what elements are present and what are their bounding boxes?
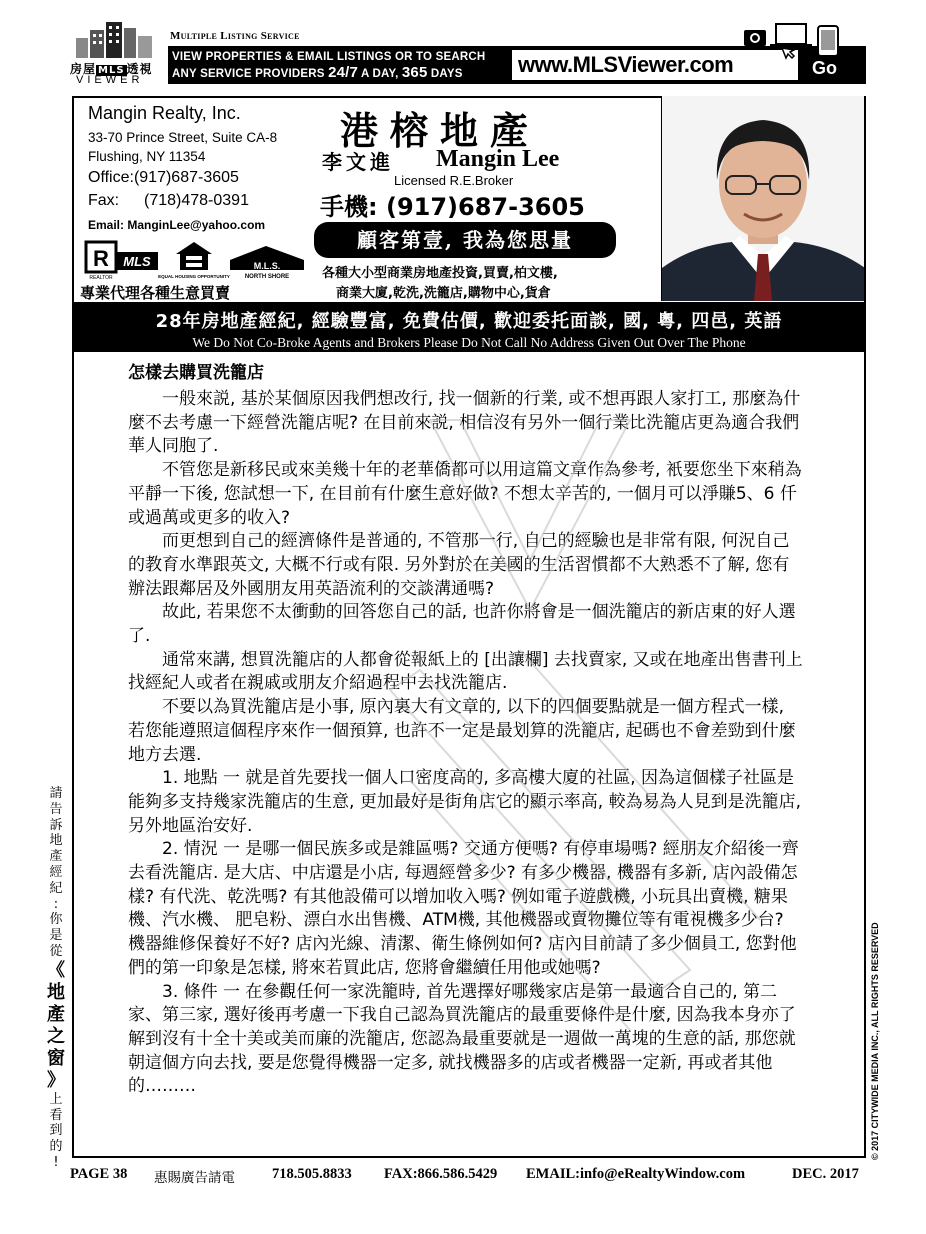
banner-slogan: VIEW PROPERTIES & EMAIL LISTINGS OR TO SEARCH ANY SERVICE PROVIDERS 24/7 A DAY, 365 DAYS (172, 51, 486, 81)
mobile-phone: 手機: (917)687-3605 (320, 193, 585, 221)
badge-ns-mls: M.L.S. (253, 261, 281, 271)
badge-equal-housing: EQUAL HOUSING OPPORTUNITY (158, 274, 230, 279)
email-address[interactable]: Email: ManginLee@yahoo.com (88, 218, 266, 232)
devices-icon (742, 22, 846, 62)
badge-mls: MLS (123, 254, 151, 269)
company-name: Mangin Realty, Inc. (88, 103, 241, 123)
experience-bar (74, 302, 864, 352)
article-paragraph: 不管您是新移民或來美幾十年的老華僑都可以用這篇文章作為參考, 衹要您坐下來稍為平靜一下後, 您試想一下, 在目前有什麼生意好做? 不想太辛苦的, 一個月可以淨賺5、6 仟或過萬或更多的收入? (128, 460, 802, 528)
office-phone: Office:(917)687-3605 (88, 169, 239, 186)
business-types-line2: 商業大廈,乾洗,洗籠店,購物中心,貨倉 (336, 286, 551, 301)
agent-name-cn: 李文進 (322, 150, 394, 174)
side-note-line-b: 上 看 到 的 ! (49, 1091, 63, 1170)
page-footer (66, 1166, 866, 1186)
article-paragraph: 故此, 若果您不太衝動的回答您自己的話, 也許你將會是一個洗籠店的新店東的好人選了. (128, 602, 796, 647)
experience-text-cn: 28年房地產經紀, 經驗豐富, 免費估價, 歡迎委托面談, 國, 粵, 四邑, 英語 (155, 311, 783, 332)
footer-fax: FAX:866.586.5429 (384, 1166, 498, 1182)
agent-portrait-icon (662, 96, 864, 301)
experience-text-en: We Do Not Co-Broke Agents and Brokers Please Do Not Call No Address Given Out Over The Phone (192, 335, 746, 350)
buildings-icon (74, 22, 154, 58)
badge-realtor: REALTOR (89, 275, 113, 281)
badge-north-shore: NORTH SHORE (244, 274, 290, 280)
agent-name-en: Mangin Lee (436, 146, 560, 172)
page-number: PAGE 38 (70, 1166, 128, 1182)
agent-photo (661, 96, 864, 301)
article-paragraph: 2. 情況 一 是哪一個民族多或是雜區嗎? 交通方便嗎? 有停車場嗎? 經朋友介紹後一齊去看洗籠店. 是大店、中店還是小店, 每週經營多少? 有多少機器, 機器有多新, 店內設備怎樣? 有代洗、乾洗嗎? 有其他設備可以增加收入嗎? 例如電子遊戲機, 小玩具出賣機, 糖果機、汽水機、 肥皂粉、漂白水出售機、ATM機, 其他機器或賣物攤位等有電視機多少台? 機器維修保養好不好? 店內光線、清潔、衛生條例如何? 店內目前請了多少個員工, 您對他們的第一印象是怎樣, 將來若買此店, 您將會繼續任用他或她嗎? (128, 839, 799, 978)
company-address: 33-70 Prince Street, Suite CA-8 Flushing, NY 11354 (88, 130, 278, 164)
side-note-book: 《 地 產 之 窗 》 (47, 959, 65, 1091)
footer-phone: 718.505.8833 (272, 1166, 352, 1182)
article-title: 怎樣去購買洗籠店 (128, 363, 264, 383)
license-title: Licensed R.E.Broker (394, 173, 514, 188)
certification-badges (84, 238, 308, 282)
company-name-cn: 港榕地產 (340, 108, 541, 153)
article-body (128, 388, 804, 1099)
footer-date: DEC. 2017 (792, 1166, 859, 1182)
mls-viewer-banner (66, 22, 866, 90)
side-note (44, 786, 68, 1171)
go-button[interactable]: Go (812, 58, 837, 78)
article-paragraph: 1. 地點 一 就是首先要找一個人口密度高的, 多高樓大廈的社區, 因為這個樣子社區是能夠多支持幾家洗籠店的生意, 更加最好是街角店它的顯示率高, 較為易為人見到是洗籠店, 另外地區治安好. (128, 768, 802, 836)
article-paragraph: 一般來説, 基於某個原因我們想改行, 找一個新的行業, 或不想再跟人家打工, 那麼為什麼不去考慮一下經營洗籠店呢? 在目前來説, 相信沒有另外一個行業比洗籠店更為適合我們華人同胞了. (128, 389, 801, 457)
motto-banner: 顧客第壹, 我為您思量 (314, 222, 616, 258)
footer-email[interactable]: EMAIL:info@eRealtyWindow.com (526, 1166, 746, 1182)
service-description-cn: 專業代理各種生意買賣 (80, 284, 231, 302)
article-paragraph: 不要以為買洗籠店是小事, 原內裏大有文章的, 以下的四個要點就是一個方程式一樣, 若您能遵照這個程序來作一個預算, 也許不一定是最划算的洗籠店, 起碼也不會差勁到什麼地方去選. (128, 697, 796, 765)
logo-english-text: VIEWER (76, 74, 144, 86)
copyright-notice: © 2017 CITYWIDE MEDIA INC., ALL RIGHTS RESERVED (870, 922, 880, 1160)
article-paragraph: 3. 條件 一 在參觀任何一家洗籠時, 首先選擇好哪幾家店是第一最適合自己的, 第二家、第三家, 選好後再考慮一下我自己認為買洗籠店的最重要條件是什麼, 因為我本身亦了解到沒有十全十美或美而廉的洗籠店, 您認為最重要就是一週做一萬塊的生意的話, 那您就朝這個方向去找, 要是您覺得機器一定多, 就找機器多的店或者機器一定新, 再或者其他的……… (128, 981, 796, 1097)
mls-viewer-logo (66, 22, 162, 88)
svg-text:R: R (93, 246, 109, 271)
business-types-line1: 各種大小型商業房地產投資,買賣,柏文樓, (322, 266, 558, 281)
fax-number: Fax: (718)478-0391 (88, 192, 249, 209)
footer-ads-label: 惠賜廣告請電 (154, 1170, 235, 1186)
logo-chinese-text: 房屋 MLS 透視 (70, 62, 153, 76)
mls-title: Multiple Listing Service (170, 30, 300, 42)
side-note-line-a: 請 告 訴 地 產 經 紀 : 你 是 從 (49, 786, 63, 959)
article-paragraph: 而更想到自己的經濟條件是普通的, 不管那一行, 自己的經驗也是非常有限, 何況自己的教育水準跟英文, 大概不行或有限. 另外對於在美國的生活習慣都不大熟悉不了解, 您有辦法跟鄰居及外國朋友用英語流利的交談溝通嗎? (128, 531, 790, 599)
website-url[interactable]: www.MLSViewer.com (518, 52, 734, 77)
badge-logos (84, 238, 308, 282)
article-paragraph: 通常來講, 想買洗籠店的人都會從報紙上的 [出讓欄] 去找賣家, 又或在地產出售書刊上找經紀人或者在親戚或朋友介紹過程中去找洗籠店. (128, 649, 803, 694)
